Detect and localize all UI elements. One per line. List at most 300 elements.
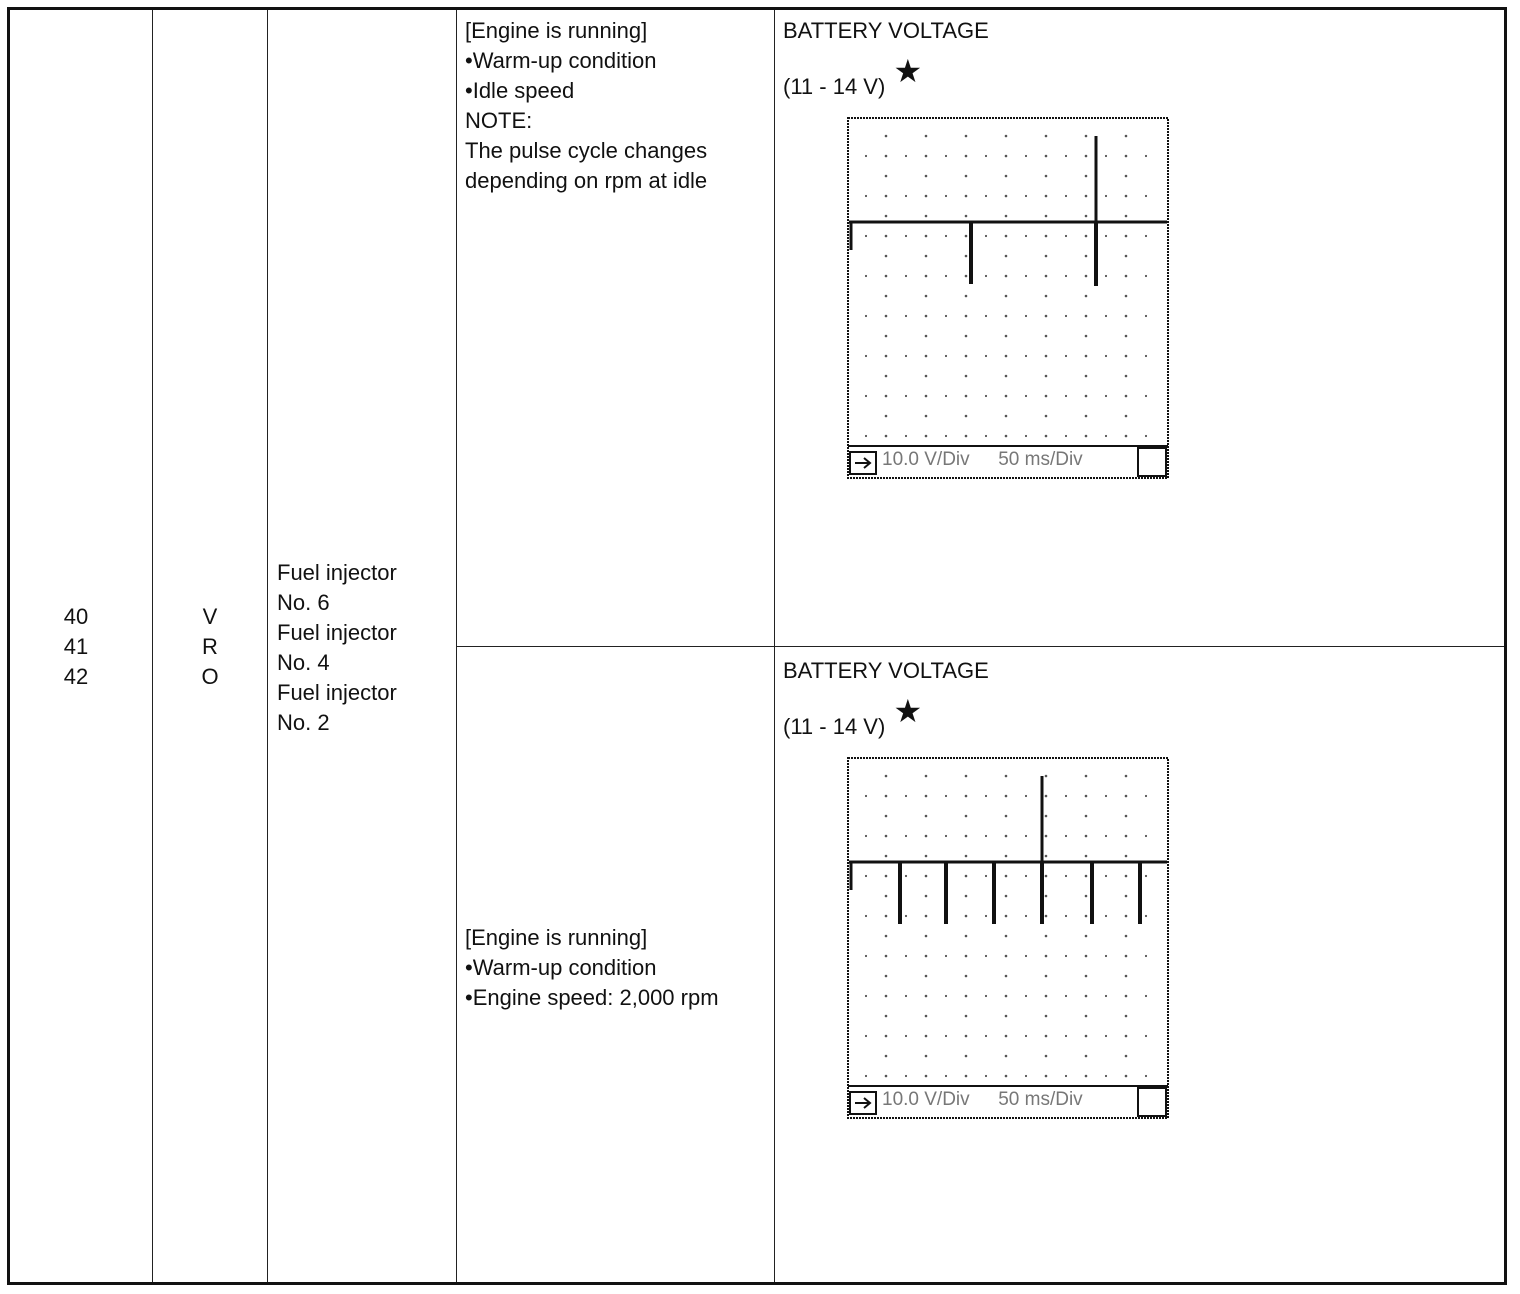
grid-dot <box>885 255 888 258</box>
arrow-icon <box>855 1098 870 1108</box>
grid-dot <box>1125 395 1127 397</box>
grid-dot <box>1045 355 1047 357</box>
grid-dot <box>1045 1015 1048 1018</box>
grid-dot <box>1005 235 1007 237</box>
grid-dot <box>925 355 927 357</box>
grid-dot <box>1045 775 1048 778</box>
grid-dot <box>1085 855 1088 858</box>
grid-dot <box>1145 355 1147 357</box>
grid-dot <box>1045 1075 1047 1077</box>
grid-dot <box>1025 315 1027 317</box>
grid-dot <box>925 855 928 858</box>
grid-dot <box>885 895 888 898</box>
grid-dot <box>925 335 928 338</box>
grid-dot <box>1125 955 1127 957</box>
grid-dot <box>1045 875 1047 877</box>
grid-dot <box>985 915 987 917</box>
grid-dot <box>1065 395 1067 397</box>
item-line: No. 2 <box>277 710 330 735</box>
grid-dot <box>865 395 867 397</box>
grid-dot <box>1145 275 1147 277</box>
oscilloscope-idle <box>846 116 1170 480</box>
grid-dot <box>1045 995 1047 997</box>
grid-dot <box>865 875 867 877</box>
grid-dot <box>1045 235 1047 237</box>
grid-dot <box>1045 135 1048 138</box>
grid-dot <box>1045 975 1048 978</box>
grid-dot <box>925 295 928 298</box>
grid-dot <box>1125 335 1128 338</box>
grid-dot <box>1045 1035 1047 1037</box>
grid-dot <box>925 155 927 157</box>
grid-dot <box>925 1015 928 1018</box>
grid-dot <box>1005 295 1008 298</box>
grid-dot <box>905 1075 907 1077</box>
grid-dot <box>1085 315 1087 317</box>
grid-dot <box>925 875 927 877</box>
grid-dot <box>865 275 867 277</box>
grid-dot <box>865 915 867 917</box>
terminal-no: 42 <box>63 664 89 689</box>
grid-dot <box>1025 915 1027 917</box>
grid-dot <box>985 275 987 277</box>
grid-dot <box>925 415 928 418</box>
grid-dot <box>965 1055 968 1058</box>
grid-dot <box>1005 175 1008 178</box>
grid-dot <box>945 275 947 277</box>
grid-dot <box>865 995 867 997</box>
grid-dot <box>1085 995 1087 997</box>
grid-dot <box>1005 1015 1008 1018</box>
grid-dot <box>1085 775 1088 778</box>
volts-per-div: 10.0 V/Div <box>882 449 970 470</box>
grid-dot <box>905 1035 907 1037</box>
grid-dot <box>905 995 907 997</box>
table-frame <box>7 7 1507 1285</box>
grid-dot <box>925 975 928 978</box>
volts-per-div: 10.0 V/Div <box>882 1089 970 1110</box>
grid-dot <box>1105 395 1107 397</box>
grid-dot <box>1005 355 1007 357</box>
grid-dot <box>985 315 987 317</box>
grid-dot <box>1045 795 1047 797</box>
oscilloscope-chart <box>846 756 1170 1120</box>
grid-dot <box>965 155 967 157</box>
grid-dot <box>1045 175 1048 178</box>
grid-dot <box>1065 955 1067 957</box>
grid-dot <box>1005 835 1007 837</box>
grid-dot <box>1125 1015 1128 1018</box>
condition-line: •Idle speed <box>465 78 575 103</box>
grid-dot <box>1025 1035 1027 1037</box>
oscilloscope-chart <box>846 116 1170 480</box>
grid-dot <box>1105 275 1107 277</box>
grid-dot <box>925 275 927 277</box>
grid-dot <box>1005 195 1007 197</box>
grid-dot <box>1085 355 1087 357</box>
grid-dot <box>1025 435 1027 437</box>
grid-dot <box>1005 775 1008 778</box>
grid-dot <box>1065 315 1067 317</box>
grid-dot <box>885 1035 887 1037</box>
grid-dot <box>1005 215 1008 218</box>
grid-dot <box>1065 155 1067 157</box>
grid-dot <box>885 935 888 938</box>
grid-dot <box>1045 215 1048 218</box>
grid-dot <box>965 975 968 978</box>
grid-dot <box>1085 975 1088 978</box>
grid-dot <box>905 395 907 397</box>
grid-dot <box>1045 435 1047 437</box>
grid-dot <box>965 355 967 357</box>
grid-dot <box>925 995 927 997</box>
grid-dot <box>1125 435 1127 437</box>
grid-dot <box>925 315 927 317</box>
condition-line: [Engine is running] <box>465 925 648 950</box>
grid-dot <box>925 195 927 197</box>
grid-dot <box>965 935 968 938</box>
value-title: BATTERY VOLTAGE <box>783 658 989 683</box>
grid-dot <box>1125 855 1128 858</box>
grid-dot <box>1065 1035 1067 1037</box>
grid-dot <box>1005 975 1008 978</box>
grid-dot <box>1025 795 1027 797</box>
condition-line: NOTE: <box>465 108 533 133</box>
grid-dot <box>1105 315 1107 317</box>
grid-dot <box>1145 1035 1147 1037</box>
grid-dot <box>1085 375 1088 378</box>
grid-dot <box>1045 295 1048 298</box>
grid-dot <box>1125 995 1127 997</box>
grid-dot <box>885 815 888 818</box>
grid-dot <box>885 915 887 917</box>
wire-color: O <box>201 664 219 689</box>
grid-dot <box>1065 915 1067 917</box>
grid-dot <box>1005 995 1007 997</box>
grid-dot <box>1005 395 1007 397</box>
grid-dot <box>925 435 927 437</box>
grid-dot <box>1025 875 1027 877</box>
grid-dot <box>885 875 887 877</box>
grid-dot <box>1005 435 1007 437</box>
grid-dot <box>1125 315 1127 317</box>
grid-dot <box>925 255 928 258</box>
grid-dot <box>1145 195 1147 197</box>
grid-dot <box>985 955 987 957</box>
grid-dot <box>925 1035 927 1037</box>
grid-dot <box>1065 995 1067 997</box>
grid-dot <box>965 195 967 197</box>
grid-dot <box>885 315 887 317</box>
grid-dot <box>925 895 928 898</box>
grid-dot <box>1005 895 1008 898</box>
grid-dot <box>1085 335 1088 338</box>
grid-dot <box>945 435 947 437</box>
grid-dot <box>1105 155 1107 157</box>
grid-dot <box>865 795 867 797</box>
grid-dot <box>1045 855 1048 858</box>
grid-dot <box>965 315 967 317</box>
grid-dot <box>865 835 867 837</box>
condition-cell-2000rpm <box>465 923 719 1013</box>
grid-dot <box>1125 1075 1127 1077</box>
grid-dot <box>965 955 967 957</box>
grid-dot <box>945 235 947 237</box>
grid-dot <box>865 315 867 317</box>
grid-dot <box>1105 1075 1107 1077</box>
grid-dot <box>865 355 867 357</box>
wire-color: R <box>202 634 218 659</box>
grid-dot <box>1025 835 1027 837</box>
grid-dot <box>1145 315 1147 317</box>
grid-dot <box>1005 315 1007 317</box>
grid-dot <box>945 1075 947 1077</box>
grid-dot <box>1025 955 1027 957</box>
grid-dot <box>1145 155 1147 157</box>
grid-dot <box>1105 435 1107 437</box>
grid-dot <box>965 895 968 898</box>
grid-dot <box>965 295 968 298</box>
grid-dot <box>1005 955 1007 957</box>
grid-dot <box>1145 435 1147 437</box>
grid-dot <box>885 855 888 858</box>
grid-dot <box>1005 935 1008 938</box>
grid-dot <box>1025 155 1027 157</box>
grid-dot <box>965 1035 967 1037</box>
wire-colors <box>153 602 267 692</box>
grid-dot <box>1045 895 1048 898</box>
grid-dot <box>865 955 867 957</box>
grid-dot <box>925 795 927 797</box>
grid-dot <box>985 195 987 197</box>
grid-dot <box>945 395 947 397</box>
grid-dot <box>925 375 928 378</box>
value-title: BATTERY VOLTAGE <box>783 18 989 43</box>
grid-dot <box>985 995 987 997</box>
grid-dot <box>945 155 947 157</box>
grid-dot <box>905 835 907 837</box>
grid-dot <box>905 915 907 917</box>
grid-dot <box>1025 395 1027 397</box>
grid-dot <box>1085 935 1088 938</box>
grid-dot <box>985 235 987 237</box>
grid-dot <box>1045 935 1048 938</box>
grid-dot <box>1045 835 1047 837</box>
item-line: Fuel injector <box>277 680 397 705</box>
grid-dot <box>885 955 887 957</box>
scope-legend <box>882 1086 1083 1114</box>
grid-dot <box>1005 915 1007 917</box>
grid-dot <box>885 835 887 837</box>
grid-dot <box>1005 135 1008 138</box>
grid-dot <box>985 835 987 837</box>
grid-dot <box>885 995 887 997</box>
grid-dot <box>1085 895 1088 898</box>
grid-dot <box>865 1035 867 1037</box>
column-divider <box>267 10 268 1282</box>
legend-corner-box <box>1138 448 1166 476</box>
grid-dot <box>1105 795 1107 797</box>
grid-dot <box>1125 175 1128 178</box>
grid-dot <box>1105 1035 1107 1037</box>
grid-dot <box>965 875 967 877</box>
grid-dot <box>965 415 968 418</box>
grid-dot <box>885 195 887 197</box>
grid-dot <box>885 215 888 218</box>
grid-dot <box>1005 155 1007 157</box>
grid-dot <box>1085 1075 1087 1077</box>
grid-dot <box>1145 235 1147 237</box>
grid-dot <box>885 435 887 437</box>
grid-dot <box>965 995 967 997</box>
grid-dot <box>885 235 887 237</box>
grid-dot <box>1085 795 1087 797</box>
grid-dot <box>1065 355 1067 357</box>
grid-dot <box>1125 895 1128 898</box>
grid-dot <box>1025 235 1027 237</box>
grid-dot <box>1125 795 1127 797</box>
grid-dot <box>1085 275 1087 277</box>
condition-line: •Engine speed: 2,000 rpm <box>465 985 719 1010</box>
grid-dot <box>1045 395 1047 397</box>
grid-dot <box>1105 835 1107 837</box>
star-icon: ★ <box>893 53 923 89</box>
grid-dot <box>1045 815 1048 818</box>
grid-dot <box>885 1075 887 1077</box>
grid-dot <box>965 1015 968 1018</box>
grid-dot <box>1145 995 1147 997</box>
grid-dot <box>905 315 907 317</box>
grid-dot <box>1045 195 1047 197</box>
grid-dot <box>1145 395 1147 397</box>
grid-dot <box>1085 235 1087 237</box>
grid-dot <box>925 915 927 917</box>
grid-dot <box>1065 435 1067 437</box>
grid-dot <box>1125 355 1127 357</box>
grid-dot <box>1125 815 1128 818</box>
grid-dot <box>1085 215 1088 218</box>
grid-dot <box>885 1015 888 1018</box>
grid-dot <box>865 1075 867 1077</box>
grid-dot <box>985 1035 987 1037</box>
condition-line: The pulse cycle changes <box>465 138 708 163</box>
grid-dot <box>885 135 888 138</box>
grid-dot <box>925 815 928 818</box>
grid-dot <box>1105 355 1107 357</box>
item-cell <box>277 558 397 738</box>
grid-dot <box>905 795 907 797</box>
grid-dot <box>965 395 967 397</box>
grid-dot <box>985 875 987 877</box>
grid-dot <box>1085 1035 1087 1037</box>
grid-dot <box>1045 275 1047 277</box>
grid-dot <box>1125 235 1127 237</box>
scope-border <box>848 118 1168 478</box>
grid-dot <box>1065 275 1067 277</box>
grid-dot <box>965 275 967 277</box>
grid-dot <box>1125 295 1128 298</box>
grid-dot <box>885 795 887 797</box>
grid-dot <box>905 275 907 277</box>
grid-dot <box>905 955 907 957</box>
grid-dot <box>885 335 888 338</box>
grid-dot <box>985 795 987 797</box>
grid-dot <box>1085 435 1087 437</box>
grid-dot <box>1145 915 1147 917</box>
grid-dot <box>1005 1055 1008 1058</box>
grid-dot <box>885 415 888 418</box>
item-line: No. 4 <box>277 650 330 675</box>
grid-dot <box>1145 795 1147 797</box>
time-per-div: 50 ms/Div <box>998 449 1083 470</box>
grid-dot <box>1125 975 1128 978</box>
grid-dot <box>925 1055 928 1058</box>
grid-dot <box>1085 875 1087 877</box>
grid-dot <box>1125 1055 1128 1058</box>
grid-dot <box>1065 795 1067 797</box>
grid-dot <box>985 395 987 397</box>
grid-dot <box>1125 1035 1127 1037</box>
star-icon: ★ <box>893 693 923 729</box>
grid-dot <box>1125 155 1127 157</box>
grid-dot <box>1085 135 1088 138</box>
wire-color: V <box>202 604 218 629</box>
grid-dot <box>965 1075 967 1077</box>
condition-line: depending on rpm at idle <box>465 168 708 193</box>
grid-dot <box>1005 275 1007 277</box>
grid-dot <box>925 955 927 957</box>
terminal-no: 41 <box>63 634 89 659</box>
grid-dot <box>1065 875 1067 877</box>
grid-dot <box>965 795 967 797</box>
grid-dot <box>985 435 987 437</box>
terminal-numbers <box>10 602 142 692</box>
condition-line: [Engine is running] <box>465 18 648 43</box>
grid-dot <box>905 435 907 437</box>
grid-dot <box>1005 415 1008 418</box>
grid-dot <box>885 155 887 157</box>
grid-dot <box>965 335 968 338</box>
oscilloscope-2000rpm <box>846 756 1170 1120</box>
grid-dot <box>1005 255 1008 258</box>
grid-dot <box>925 935 928 938</box>
grid-dot <box>985 1075 987 1077</box>
grid-dot <box>1125 255 1128 258</box>
grid-dot <box>965 175 968 178</box>
grid-dot <box>925 395 927 397</box>
row-divider <box>456 646 1504 647</box>
grid-dot <box>1045 255 1048 258</box>
grid-dot <box>1045 315 1047 317</box>
condition-line: •Warm-up condition <box>465 955 657 980</box>
grid-dot <box>1085 395 1087 397</box>
grid-dot <box>945 955 947 957</box>
grid-dot <box>865 155 867 157</box>
grid-dot <box>1085 295 1088 298</box>
grid-dot <box>1045 375 1048 378</box>
grid-dot <box>1125 915 1127 917</box>
grid-dot <box>1125 415 1128 418</box>
condition-line: •Warm-up condition <box>465 48 657 73</box>
grid-dot <box>945 315 947 317</box>
grid-dot <box>925 135 928 138</box>
grid-dot <box>945 1035 947 1037</box>
grid-dot <box>965 855 968 858</box>
grid-dot <box>1085 415 1088 418</box>
grid-dot <box>1125 775 1128 778</box>
grid-dot <box>1065 195 1067 197</box>
grid-dot <box>905 195 907 197</box>
